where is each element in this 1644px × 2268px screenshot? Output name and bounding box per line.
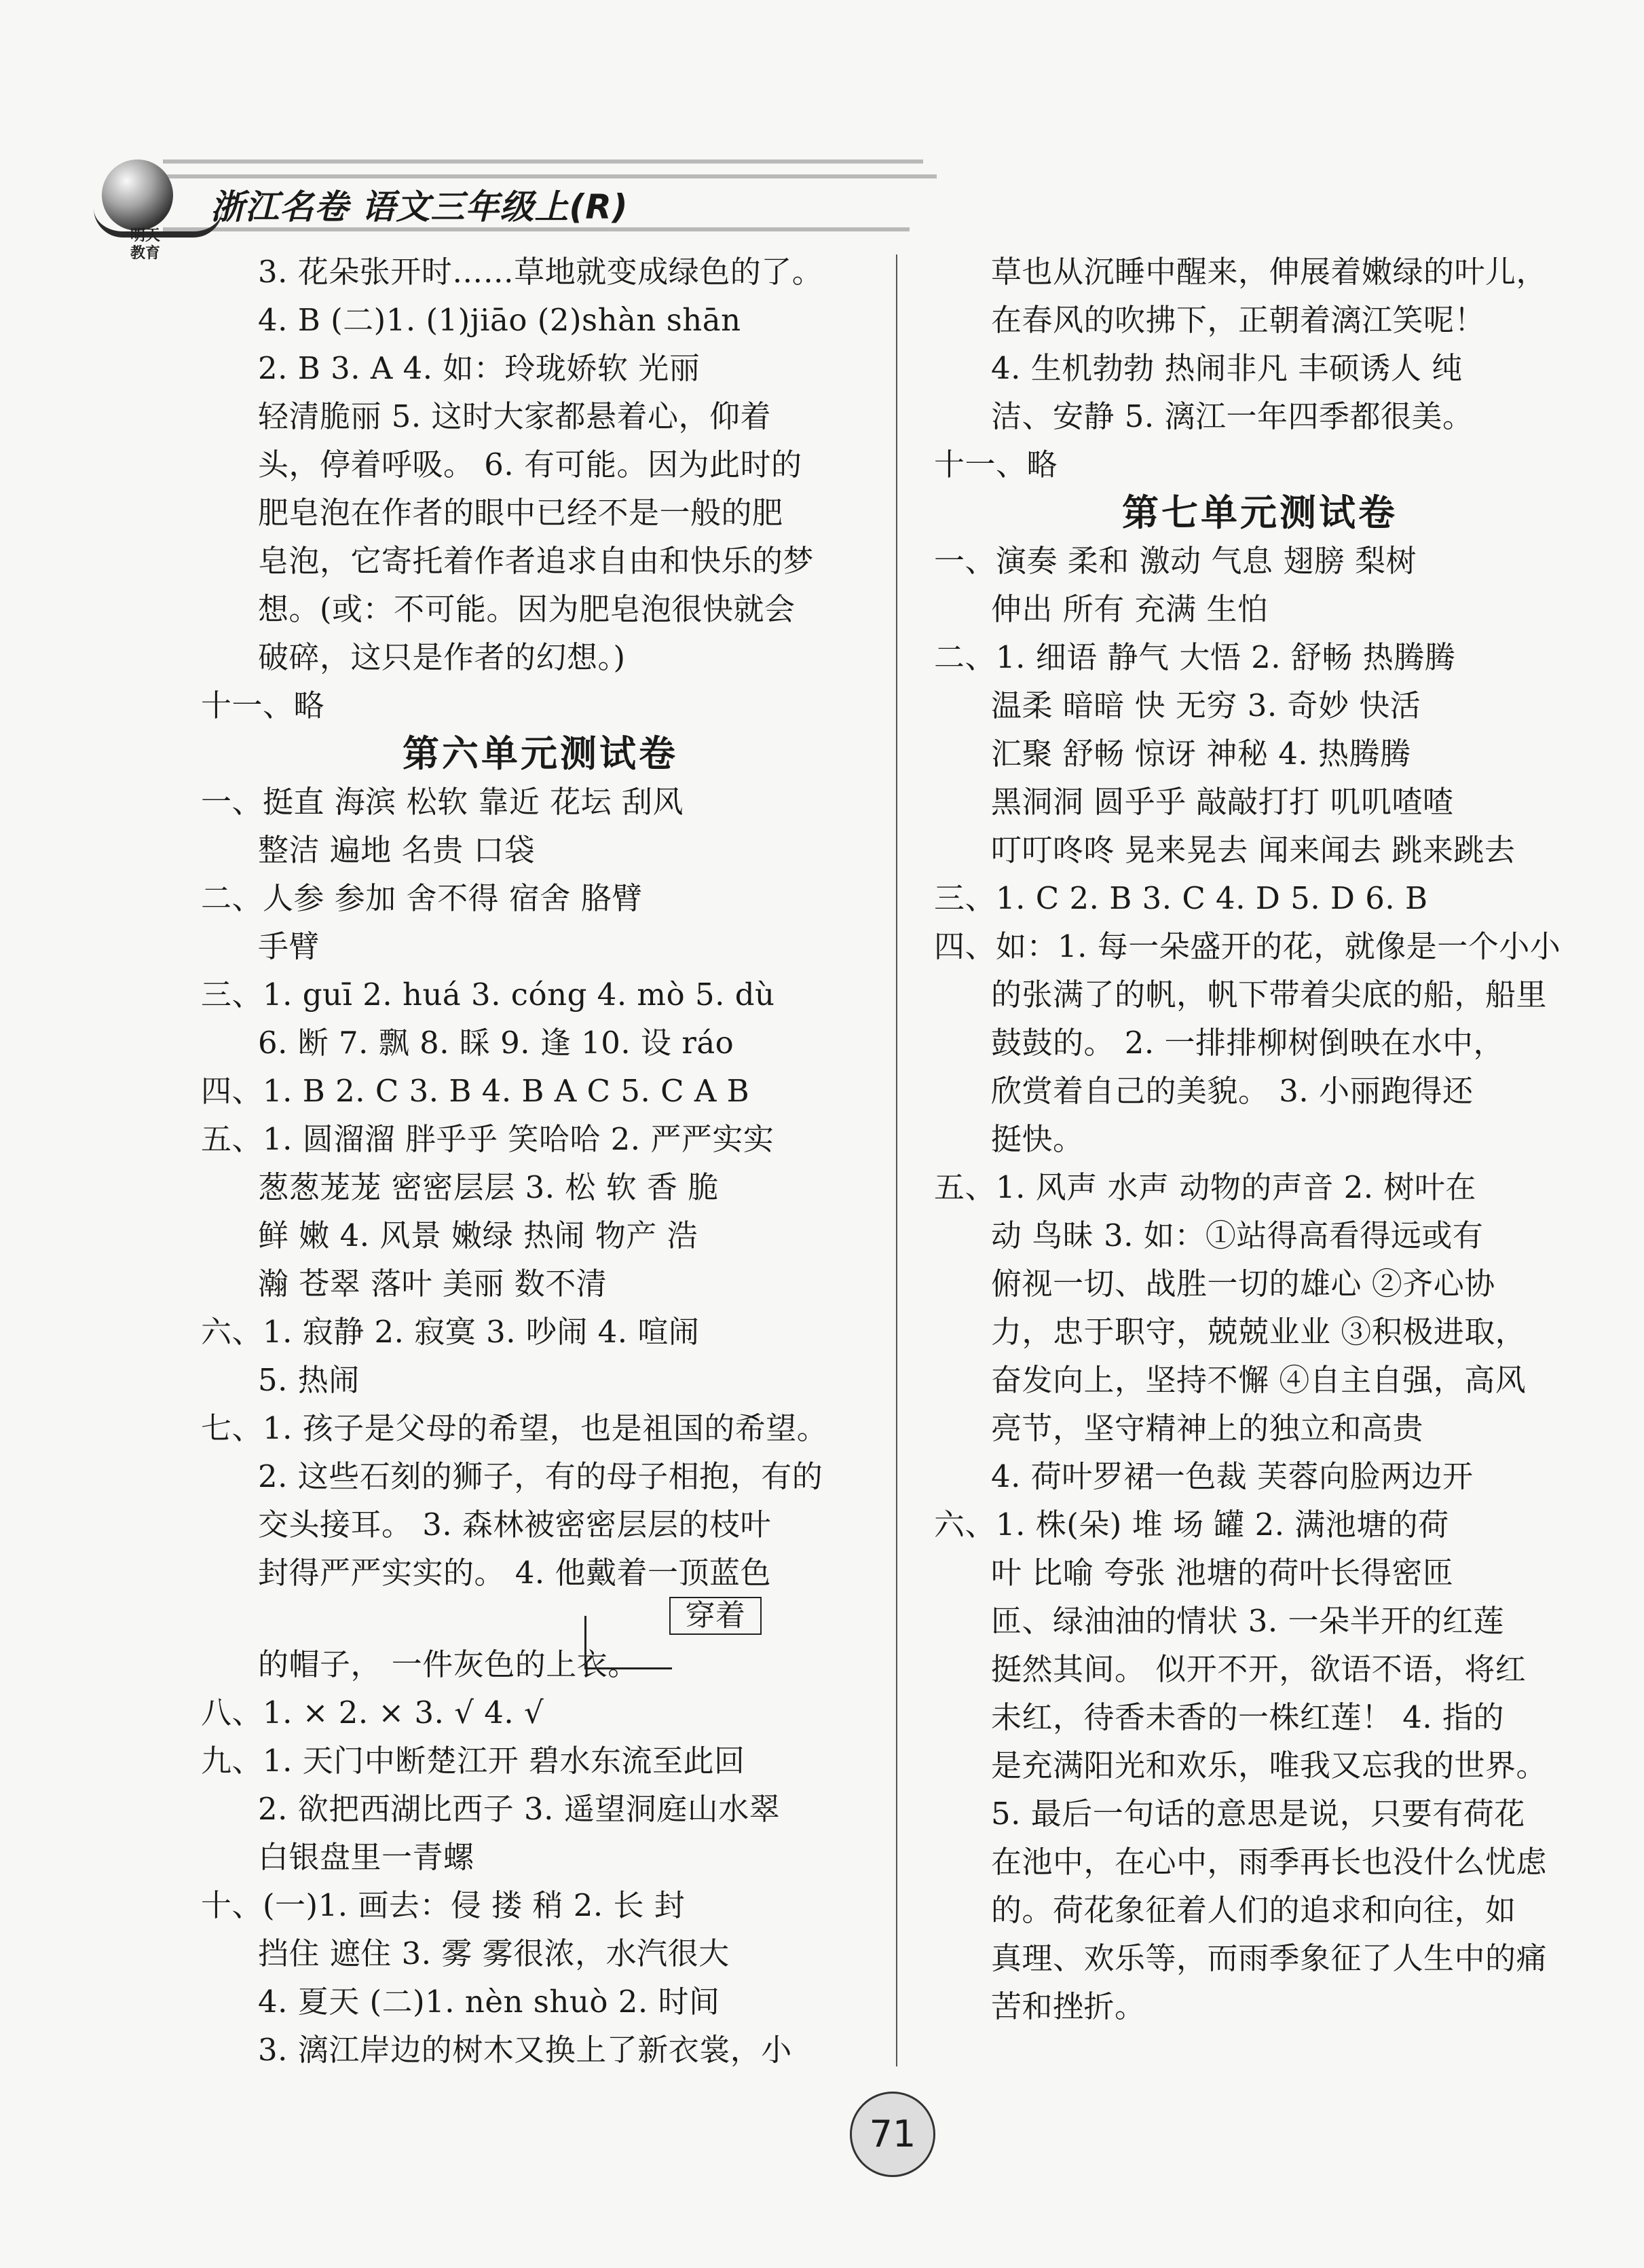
answer-line: 草也从沉睡中醒来，伸展着嫩绿的叶儿， xyxy=(991,254,1548,290)
answer-line: 十一、略 xyxy=(934,447,1058,483)
answer-line: 的。荷花象征着人们的追求和向往，如 xyxy=(991,1892,1516,1928)
answer-line: 2. B 3. A 4. 如：玲珑娇软 光丽 xyxy=(258,350,700,386)
answer-column-left xyxy=(201,248,880,2074)
answer-line: 是充满阳光和欢乐，唯我又忘我的世界。 xyxy=(991,1747,1548,1783)
answer-line: 整洁 遍地 名贵 口袋 xyxy=(258,832,536,868)
answer-line: 十一、略 xyxy=(201,687,325,723)
answer-line: 鼓鼓的。 2. 一排排柳树倒映在水中， xyxy=(991,1025,1505,1061)
answer-line: 五、1. 风声 水声 动物的声音 2. 树叶在 xyxy=(934,1169,1476,1205)
answer-line: 欣赏着自己的美貌。 3. 小丽跑得还 xyxy=(991,1073,1474,1109)
answer-line: 亮节，坚守精神上的独立和高贵 xyxy=(991,1410,1424,1446)
answer-line: 七、1. 孩子是父母的希望，也是祖国的希望。 xyxy=(201,1410,828,1446)
column-divider xyxy=(896,254,897,2066)
answer-line: 奋发向上，坚持不懈 ④自主自强，高风 xyxy=(991,1362,1527,1398)
answer-line: 4. B (二)1. (1)jiāo (2)shàn shān xyxy=(258,302,741,338)
answer-line: 鲜 嫩 4. 风景 嫩绿 热闹 物产 浩 xyxy=(258,1217,698,1253)
answer-line: 二、1. 细语 静气 大悟 2. 舒畅 热腾腾 xyxy=(934,639,1456,675)
answer-line: 动 鸟昧 3. 如：①站得高看得远或有 xyxy=(991,1217,1484,1253)
answer-line: 苦和挫折。 xyxy=(991,1988,1146,2024)
answer-line: 五、1. 圆溜溜 胖乎乎 笑哈哈 2. 严严实实 xyxy=(201,1121,774,1157)
answer-line: 匝、绿油油的情状 3. 一朵半开的红莲 xyxy=(991,1603,1505,1639)
answer-line: 交头接耳。 3. 森林被密密层层的枝叶 xyxy=(258,1507,772,1543)
answer-line: 九、1. 天门中断楚江开 碧水东流至此回 xyxy=(201,1743,745,1779)
answer-line: 的帽子， 一件灰色的上衣。 xyxy=(258,1646,639,1682)
answer-line: 温柔 暗暗 快 无穷 3. 奇妙 快活 xyxy=(991,687,1421,723)
answer-line: 四、如：1. 每一朵盛开的花，就像是一个小小 xyxy=(934,928,1561,964)
inserted-word-box: 穿着 xyxy=(669,1597,762,1635)
answer-line: 5. 最后一句话的意思是说，只要有荷花 xyxy=(991,1796,1525,1832)
answer-line: 皂泡，它寄托着作者追求自由和快乐的梦 xyxy=(258,543,815,579)
answer-line: 一、挺直 海滨 松软 靠近 花坛 刮风 xyxy=(201,784,684,820)
answer-line: 真理、欢乐等，而雨季象征了人生中的痛 xyxy=(991,1940,1548,1976)
answer-line: 挡住 遮住 3. 雾 雾很浓，水汽很大 xyxy=(258,1935,730,1971)
answer-line: 一、演奏 柔和 激动 气息 翅膀 梨树 xyxy=(934,543,1417,579)
answer-line: 2. 欲把西湖比西子 3. 遥望洞庭山水翠 xyxy=(258,1791,781,1827)
book-title: 浙江名卷 语文三年级上(R) xyxy=(210,187,629,227)
answer-line: 伸出 所有 充满 生怕 xyxy=(991,591,1269,627)
answer-line: 瀚 苍翠 落叶 美丽 数不清 xyxy=(258,1266,608,1302)
answer-line: 3. 花朵张开时……草地就变成绿色的了。 xyxy=(258,254,823,290)
answer-line: 三、1. guī 2. huá 3. cóng 4. mò 5. dù xyxy=(201,977,775,1013)
answer-line: 八、1. × 2. × 3. √ 4. √ xyxy=(201,1695,544,1731)
answer-line: 4. 荷叶罗裙一色裁 芙蓉向脸两边开 xyxy=(991,1458,1474,1494)
answer-line: 6. 断 7. 飘 8. 睬 9. 逢 10. 设 ráo xyxy=(258,1025,734,1061)
answer-line: 俯视一切、战胜一切的雄心 ②齐心协 xyxy=(991,1266,1495,1302)
section-title: 第七单元测试卷 xyxy=(1122,491,1398,534)
answer-line: 想。(或：不可能。因为肥皂泡很快就会 xyxy=(258,591,796,627)
answer-line: 手臂 xyxy=(258,928,320,964)
answer-column-right xyxy=(934,248,1586,2030)
answer-line: 2. 这些石刻的狮子，有的母子相抱，有的 xyxy=(258,1458,823,1494)
answer-line: 三、1. C 2. B 3. C 4. D 5. D 6. B xyxy=(934,880,1428,916)
answer-line: 轻清脆丽 5. 这时大家都悬着心，仰着 xyxy=(258,398,772,434)
answer-line: 洁、安静 5. 漓江一年四季都很美。 xyxy=(991,398,1474,434)
answer-line: 六、1. 株(朵) 堆 场 罐 2. 满池塘的荷 xyxy=(934,1507,1449,1543)
answer-line: 在池中，在心中，雨季再长也没什么忧虑 xyxy=(991,1844,1548,1880)
answer-line: 4. 生机勃勃 热闹非凡 丰硕诱人 纯 xyxy=(991,350,1463,386)
answer-line: 叶 比喻 夸张 池塘的荷叶长得密匝 xyxy=(991,1555,1454,1591)
page-header xyxy=(88,146,937,262)
answer-line: 叮叮咚咚 晃来晃去 闻来闻去 跳来跳去 xyxy=(991,832,1516,868)
answer-line: 肥皂泡在作者的眼中已经不是一般的肥 xyxy=(258,495,783,531)
answer-line: 未红，待香未香的一株红莲！ 4. 指的 xyxy=(991,1699,1505,1735)
answer-line: 在春风的吹拂下，正朝着漓江笑呢！ xyxy=(991,302,1486,338)
answer-line: 封得严严实实的。 4. 他戴着一顶蓝色 xyxy=(258,1555,772,1591)
answer-line: 5. 热闹 xyxy=(258,1362,360,1398)
publisher-logo-text: 明天 教育 xyxy=(130,227,161,262)
answer-line: 六、1. 寂静 2. 寂寞 3. 吵闹 4. 喧闹 xyxy=(201,1314,700,1350)
answer-line: 挺然其间。 似开不开，欲语不语，将红 xyxy=(991,1651,1527,1687)
answer-line: 力，忠于职守，兢兢业业 ③积极进取， xyxy=(991,1314,1527,1350)
answer-line: 十、(一)1. 画去：侵 搂 稍 2. 长 封 xyxy=(201,1887,686,1923)
answer-line: 二、人参 参加 舍不得 宿舍 胳臂 xyxy=(201,880,643,916)
correction-mark xyxy=(201,1597,880,1640)
insertion-caret-icon xyxy=(584,1616,672,1669)
answer-line: 黑洞洞 圆乎乎 敲敲打打 叽叽喳喳 xyxy=(991,784,1454,820)
header-band xyxy=(163,159,923,164)
section-title: 第六单元测试卷 xyxy=(403,732,678,775)
answer-line: 四、1. B 2. C 3. B 4. B A C 5. C A B xyxy=(201,1073,750,1109)
answer-line: 汇聚 舒畅 惊讶 神秘 4. 热腾腾 xyxy=(991,736,1411,772)
page-number: 71 xyxy=(850,2092,935,2177)
answer-line: 挺快。 xyxy=(991,1121,1084,1157)
answer-line: 破碎，这只是作者的幻想。) xyxy=(258,639,626,675)
answer-line: 3. 漓江岸边的树木又换上了新衣裳，小 xyxy=(258,2032,792,2068)
answer-line: 头，停着呼吸。 6. 有可能。因为此时的 xyxy=(258,447,802,483)
answer-line: 4. 夏天 (二)1. nèn shuò 2. 时间 xyxy=(258,1984,720,2020)
answer-line: 的张满了的帆，帆下带着尖底的船，船里 xyxy=(991,977,1548,1013)
header-band xyxy=(163,174,937,178)
answer-line: 葱葱茏茏 密密层层 3. 松 软 香 脆 xyxy=(258,1169,719,1205)
answer-line: 白银盘里一青螺 xyxy=(258,1839,474,1875)
